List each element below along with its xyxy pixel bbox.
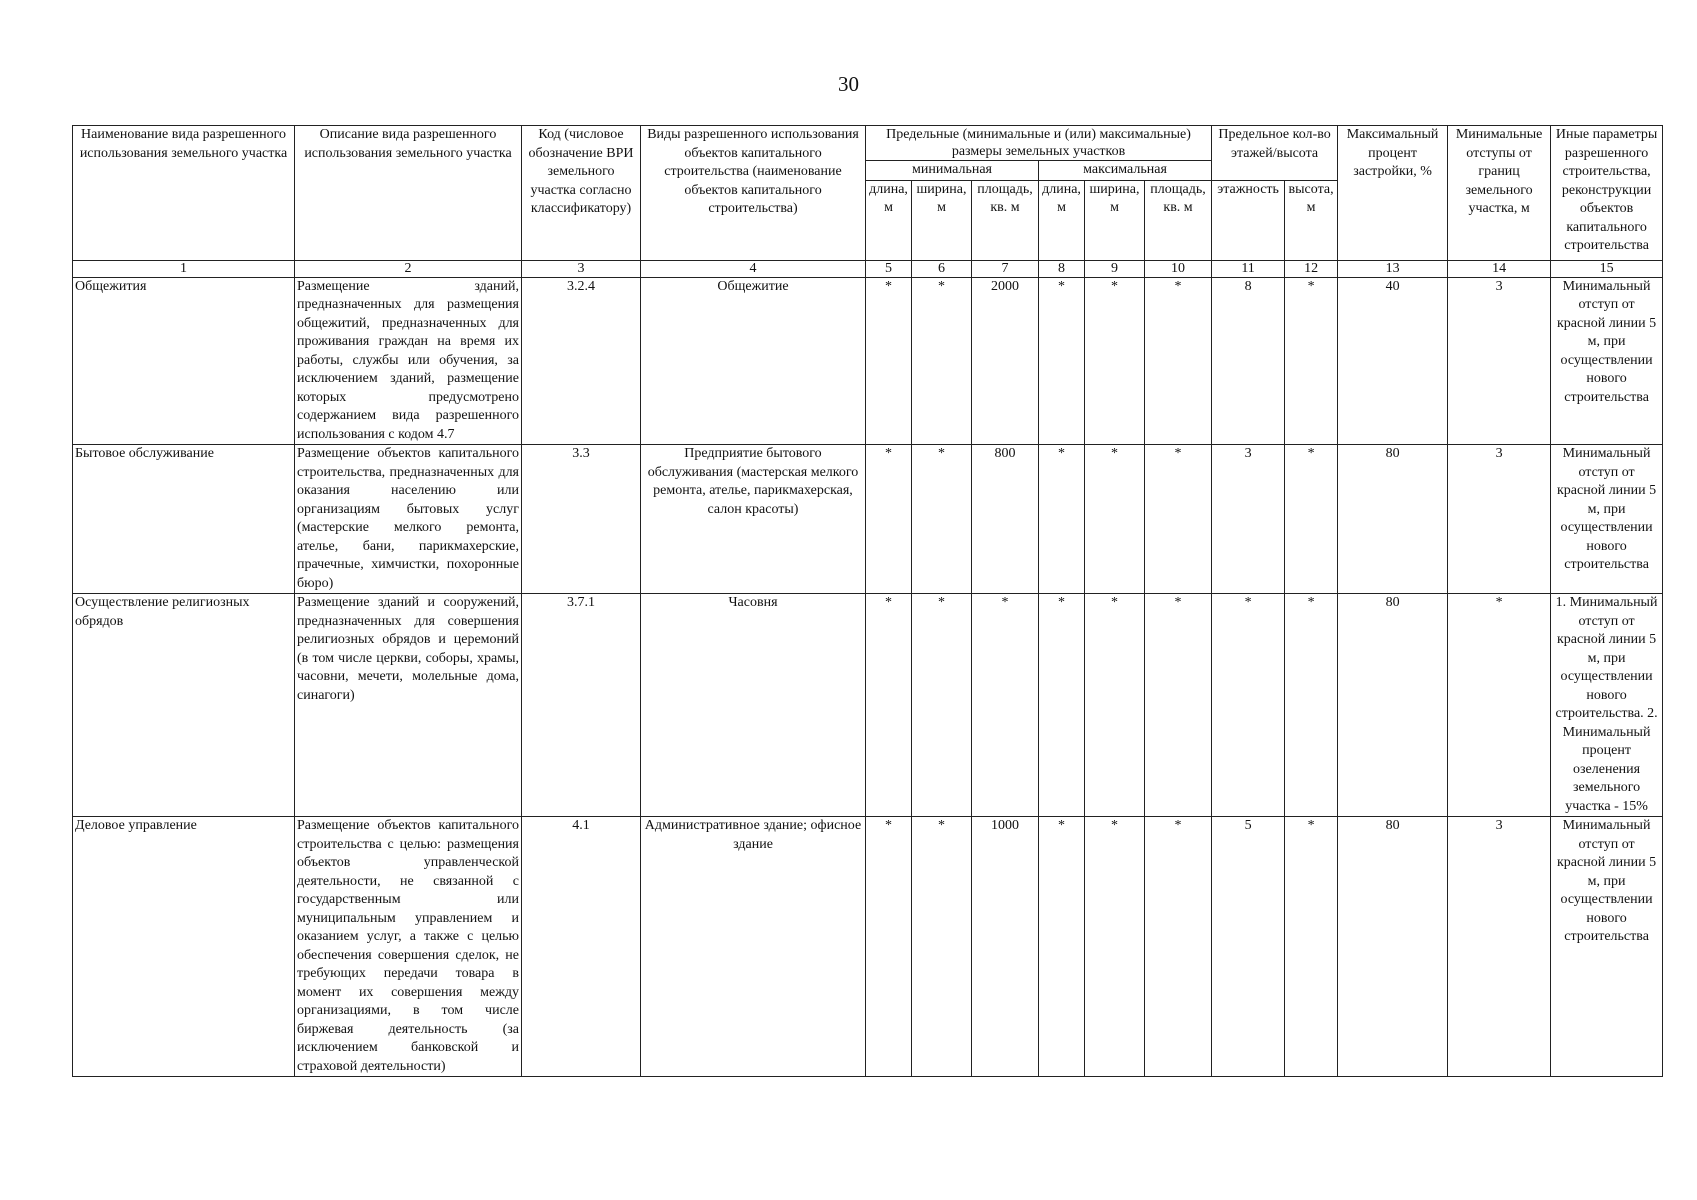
cell-objects: Предприятие бытового обслуживания (мастерская мелкого ремонта, ателье, парикмахерская, салон красоты) xyxy=(641,445,866,594)
column-number: 5 xyxy=(866,260,912,277)
cell-max-length: * xyxy=(1039,445,1085,594)
header-max-area: площадь, кв. м xyxy=(1145,180,1212,260)
column-number: 1 xyxy=(73,260,295,277)
cell-height: * xyxy=(1285,594,1338,817)
cell-min-width: * xyxy=(912,594,972,817)
cell-floors: 5 xyxy=(1212,817,1285,1077)
table-row xyxy=(73,594,1663,817)
cell-max-build: 40 xyxy=(1338,277,1448,445)
header-objects: Виды разрешенного использования объектов капитального строительства (наименование объектов капитального строительства) xyxy=(641,126,866,261)
cell-min-area: 1000 xyxy=(972,817,1039,1077)
page-number: 30 xyxy=(838,72,859,96)
cell-name: Деловое управление xyxy=(73,817,295,1077)
cell-max-width: * xyxy=(1085,277,1145,445)
column-number: 11 xyxy=(1212,260,1285,277)
cell-code: 3.7.1 xyxy=(522,594,641,817)
cell-name: Бытовое обслуживание xyxy=(73,445,295,594)
column-number: 14 xyxy=(1448,260,1551,277)
cell-max-length: * xyxy=(1039,817,1085,1077)
cell-max-length: * xyxy=(1039,594,1085,817)
cell-max-build: 80 xyxy=(1338,594,1448,817)
cell-other: Минимальный отступ от красной линии 5 м, при осуществлении нового строительства xyxy=(1551,445,1663,594)
header-max-width: ширина, м xyxy=(1085,180,1145,260)
header-height: высота, м xyxy=(1285,180,1338,260)
column-number: 15 xyxy=(1551,260,1663,277)
cell-objects: Часовня xyxy=(641,594,866,817)
cell-floors: * xyxy=(1212,594,1285,817)
cell-other: Минимальный отступ от красной линии 5 м, при осуществлении нового строительства xyxy=(1551,277,1663,445)
cell-min-area: * xyxy=(972,594,1039,817)
column-number: 6 xyxy=(912,260,972,277)
cell-description: Размещение зданий, предназначенных для размещения общежитий, предназначенных для проживания граждан на время их работы, службы или обучения, за исключением зданий, размещение которых предусмотрено содержанием вида разрешенного использования с кодом 4.7 xyxy=(295,277,522,445)
column-number: 3 xyxy=(522,260,641,277)
cell-name: Осуществление религиозных обрядов xyxy=(73,594,295,817)
cell-max-area: * xyxy=(1145,594,1212,817)
header-description: Описание вида разрешенного использования земельного участка xyxy=(295,126,522,261)
column-number: 2 xyxy=(295,260,522,277)
cell-other: 1. Минимальный отступ от красной линии 5 м, при осуществлении нового строительства. 2. Минимальный процент озеленения земельного участка - 15% xyxy=(1551,594,1663,817)
cell-min-setback: * xyxy=(1448,594,1551,817)
cell-name: Общежития xyxy=(73,277,295,445)
cell-floors: 8 xyxy=(1212,277,1285,445)
column-number: 12 xyxy=(1285,260,1338,277)
cell-other: Минимальный отступ от красной линии 5 м, при осуществлении нового строительства xyxy=(1551,817,1663,1077)
header-name: Наименование вида разрешенного использования земельного участка xyxy=(73,126,295,261)
cell-min-area: 2000 xyxy=(972,277,1039,445)
cell-code: 3.3 xyxy=(522,445,641,594)
header-min-area: площадь, кв. м xyxy=(972,180,1039,260)
header-code: Код (числовое обозначение ВРИ земельного участка согласно классификатору) xyxy=(522,126,641,261)
cell-min-setback: 3 xyxy=(1448,277,1551,445)
cell-floors: 3 xyxy=(1212,445,1285,594)
cell-max-build: 80 xyxy=(1338,445,1448,594)
header-min-width: ширина, м xyxy=(912,180,972,260)
cell-min-width: * xyxy=(912,277,972,445)
cell-height: * xyxy=(1285,445,1338,594)
table-row xyxy=(73,445,1663,594)
column-number: 4 xyxy=(641,260,866,277)
cell-description: Размещение объектов капитального строительства с целью: размещения объектов управленческой деятельности, не связанной с государственным или муниципальным управлением и оказанием услуг, а также с целью обеспечения совершения сделок, не требующих передачи товара в момент их совершения между организациями, в том числе биржевая деятельность (за исключением банковской и страховой деятельности) xyxy=(295,817,522,1077)
cell-min-length: * xyxy=(866,277,912,445)
cell-max-width: * xyxy=(1085,594,1145,817)
cell-description: Размещение объектов капитального строительства, предназначенных для оказания населению или организациям бытовых услуг (мастерские мелкого ремонта, ателье, бани, парикмахерские, прачечные, химчистки, похоронные бюро) xyxy=(295,445,522,594)
cell-min-setback: 3 xyxy=(1448,817,1551,1077)
cell-min-length: * xyxy=(866,594,912,817)
cell-min-length: * xyxy=(866,445,912,594)
header-floors: этажность xyxy=(1212,180,1285,260)
table-row xyxy=(73,277,1663,445)
cell-min-area: 800 xyxy=(972,445,1039,594)
cell-max-area: * xyxy=(1145,277,1212,445)
cell-max-build: 80 xyxy=(1338,817,1448,1077)
cell-max-area: * xyxy=(1145,445,1212,594)
cell-min-setback: 3 xyxy=(1448,445,1551,594)
header-min: минимальная xyxy=(866,161,1039,181)
cell-description: Размещение зданий и сооружений, предназначенных для совершения религиозных обрядов и церемоний (в том числе церкви, соборы, храмы, часовни, мечети, молельные дома, синагоги) xyxy=(295,594,522,817)
column-number: 10 xyxy=(1145,260,1212,277)
cell-max-area: * xyxy=(1145,817,1212,1077)
header-max-length: длина, м xyxy=(1039,180,1085,260)
cell-height: * xyxy=(1285,277,1338,445)
cell-max-width: * xyxy=(1085,817,1145,1077)
column-number: 7 xyxy=(972,260,1039,277)
land-use-regulations-table xyxy=(72,125,1663,1077)
cell-objects: Общежитие xyxy=(641,277,866,445)
cell-min-width: * xyxy=(912,445,972,594)
column-number: 8 xyxy=(1039,260,1085,277)
column-number-row xyxy=(73,260,1663,277)
header-min-length: длина, м xyxy=(866,180,912,260)
cell-code: 4.1 xyxy=(522,817,641,1077)
cell-min-width: * xyxy=(912,817,972,1077)
column-number: 9 xyxy=(1085,260,1145,277)
header-max: максимальная xyxy=(1039,161,1212,181)
cell-height: * xyxy=(1285,817,1338,1077)
header-floors-group: Предельное кол-во этажей/высота xyxy=(1212,126,1338,181)
header-other: Иные параметры разрешенного строительства, реконструкции объектов капитального строительства xyxy=(1551,126,1663,261)
header-min-setback: Минимальные отступы от границ земельного участка, м xyxy=(1448,126,1551,261)
header-max-build: Максимальный процент застройки, % xyxy=(1338,126,1448,261)
cell-objects: Административное здание; офисное здание xyxy=(641,817,866,1077)
cell-max-width: * xyxy=(1085,445,1145,594)
header-limit-sizes: Предельные (минимальные и (или) максимальные) размеры земельных участков xyxy=(866,126,1212,161)
cell-min-length: * xyxy=(866,817,912,1077)
cell-code: 3.2.4 xyxy=(522,277,641,445)
cell-max-length: * xyxy=(1039,277,1085,445)
column-number: 13 xyxy=(1338,260,1448,277)
table-row xyxy=(73,817,1663,1077)
